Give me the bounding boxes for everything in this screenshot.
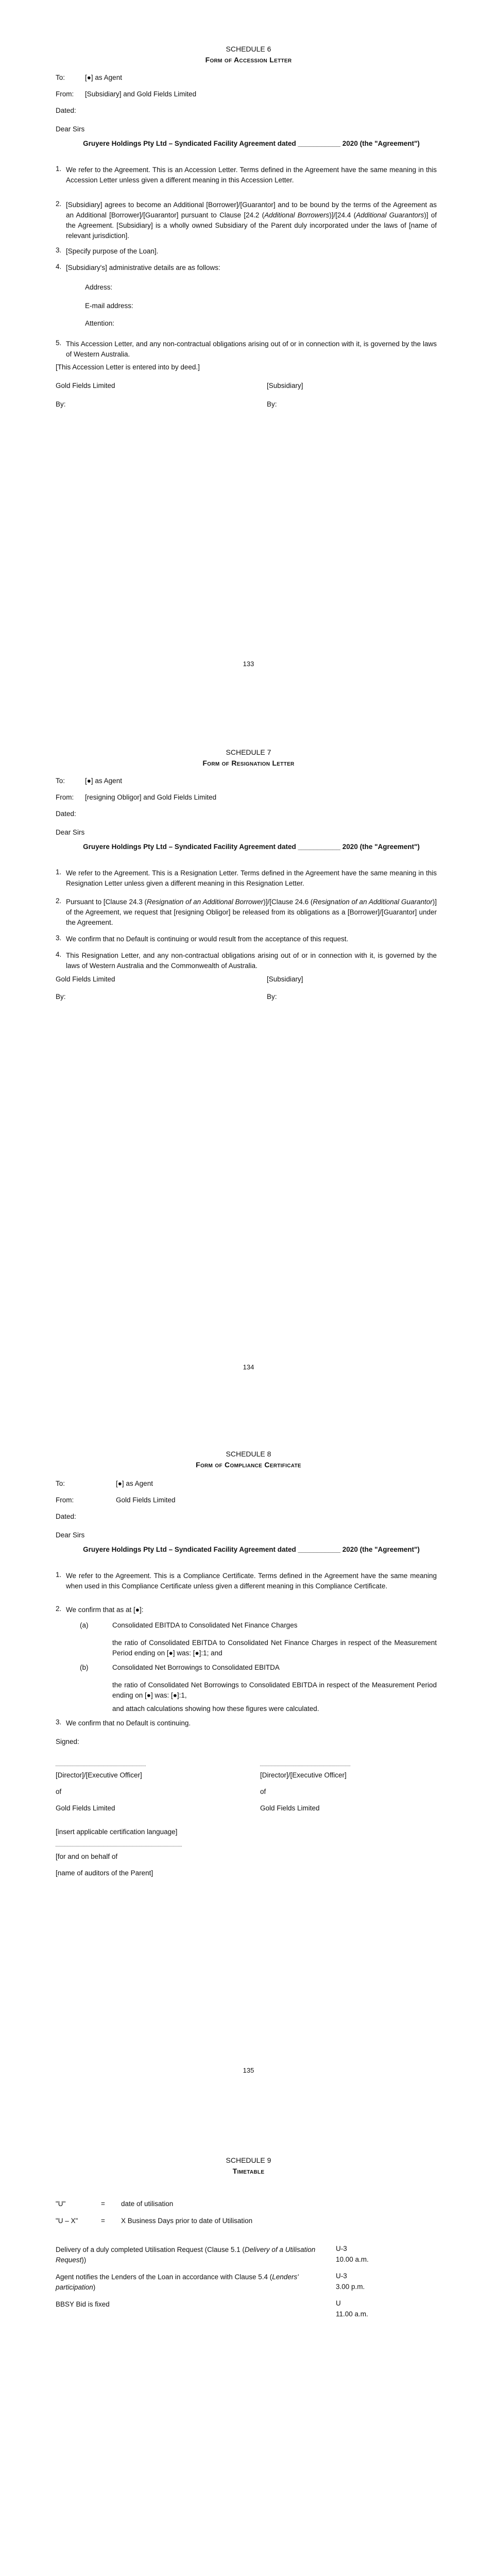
timetable-time: 11.00 a.m. <box>336 2310 368 2318</box>
clause-ref: Lenders' participation <box>56 2273 299 2291</box>
item-number: 2. <box>56 897 62 905</box>
item-text: We confirm that no Default is continuing. <box>66 1719 191 1727</box>
item-text: This Accession Letter, and any non-contractual obligations arising out of or in connection with it, is governed by the laws of Western Australia. <box>66 340 437 358</box>
item-number: 1. <box>56 1571 62 1579</box>
sub-item-title: Consolidated EBITDA to Consolidated Net Finance Charges <box>112 1621 298 1629</box>
timetable-row-label <box>56 2272 334 2293</box>
item-text: [Specify purpose of the Loan]. <box>66 247 159 255</box>
sub-item-label: (a) <box>80 1621 89 1629</box>
item-text: [Subsidiary's] administrative details are as follows: <box>66 264 220 272</box>
page-134 <box>0 703 497 1406</box>
subject-line: Gruyere Holdings Pty Ltd – Syndicated Facility Agreement dated ___________ 2020 (the "Agreement") <box>83 140 420 147</box>
item-text: This Resignation Letter, and any non-contractual obligations arising out of or in connection with it, is governed by the laws of Western Australia and the Commonwealth of Australia. <box>66 952 437 970</box>
from-label: From: <box>56 1496 74 1504</box>
item-text: We refer to the Agreement. This is a Compliance Certificate. Terms defined in the Agreement have the same meaning when used in this Compliance Certificate unless given a different meaning in this Compliance Certificate. <box>66 1572 437 1590</box>
definition-text: X Business Days prior to date of Utilisation <box>121 2217 253 2225</box>
page-number: 134 <box>243 1363 254 1371</box>
signatory-left: Gold Fields Limited <box>56 975 115 983</box>
attention-label: Attention: <box>85 319 115 327</box>
item-text-part: Pursuant to [Clause 24.3 ( <box>66 898 147 906</box>
subject-line: Gruyere Holdings Pty Ltd – Syndicated Facility Agreement dated ___________ 2020 (the "Agreement") <box>83 1546 420 1553</box>
timetable-day: U-3 <box>336 2245 347 2252</box>
item-number: 4. <box>56 263 62 270</box>
from-value: Gold Fields Limited <box>116 1496 176 1504</box>
definition-text: date of utilisation <box>121 2200 174 2208</box>
timetable-day: U-3 <box>336 2272 347 2280</box>
schedule-title: Timetable <box>232 2167 265 2175</box>
item-number: 4. <box>56 951 62 958</box>
item-text: We confirm that as at [●]: <box>66 1606 144 1614</box>
subject-line: Gruyere Holdings Pty Ltd – Syndicated Facility Agreement dated ___________ 2020 (the "Agreement") <box>83 843 420 851</box>
from-value: [Subsidiary] and Gold Fields Limited <box>85 90 197 98</box>
director-right: [Director]/[Executive Officer] <box>260 1771 347 1779</box>
certification-language: [insert applicable certification language] <box>56 1828 178 1836</box>
by-left: By: <box>56 993 66 1001</box>
item-text: We refer to the Agreement. This is an Accession Letter. Terms defined in the Agreement have the same meaning in this Accession Letter unless given a different meaning in this Accession Letter. <box>66 166 437 184</box>
item-text-part: )]/[Clause 24.6 ( <box>263 898 313 906</box>
schedule-title: Form of Resignation Letter <box>202 759 295 767</box>
timetable-time: 10.00 a.m. <box>336 2256 369 2263</box>
timetable-row-label <box>56 2245 334 2265</box>
by-right: By: <box>267 400 277 408</box>
dated-label: Dated: <box>56 810 76 818</box>
item-number: 3. <box>56 1718 62 1726</box>
page-136 <box>0 2110 497 2576</box>
signed-label: Signed: <box>56 1738 79 1745</box>
item-text-part: [Subsidiary] agrees to become an Additional [Borrower]/[Guarantor] and to be bound by the terms of the Agreement as an Additional [Borrower]/[Guarantor] pursuant to Clause [24.2 ( <box>66 201 437 219</box>
item-text-part: )] of the Agreement. [Subsidiary] is a wholly owned Subsidiary of the Parent duly incorporated under the laws of [name of relevant jurisdiction]. <box>66 211 437 240</box>
deed-note: [This Accession Letter is entered into by deed.] <box>56 363 200 371</box>
row-text-part: ) <box>93 2283 96 2291</box>
to-label: To: <box>56 777 65 785</box>
item-number: 1. <box>56 868 62 876</box>
page-135 <box>0 1406 497 2110</box>
item-number: 3. <box>56 934 62 942</box>
schedule-title: Form of Compliance Certificate <box>196 1461 301 1469</box>
to-label: To: <box>56 1480 65 1487</box>
schedule-heading: SCHEDULE 8 <box>226 1450 271 1458</box>
signatory-left: Gold Fields Limited <box>56 382 115 389</box>
row-text-part: Delivery of a duly completed Utilisation Request (Clause 5.1 ( <box>56 2246 245 2253</box>
schedule-heading: SCHEDULE 9 <box>226 2156 271 2164</box>
to-value: [●] as Agent <box>116 1480 153 1487</box>
from-value: [resigning Obligor] and Gold Fields Limited <box>85 793 217 801</box>
schedule-heading: SCHEDULE 6 <box>226 45 271 53</box>
signatory-right: [Subsidiary] <box>267 382 303 389</box>
dated-label: Dated: <box>56 107 76 114</box>
item-number: 3. <box>56 246 62 254</box>
calculations-note: and attach calculations showing how these figures were calculated. <box>112 1705 319 1713</box>
salutation: Dear Sirs <box>56 125 85 133</box>
row-text-part: )) <box>81 2256 87 2264</box>
item-text-part: )] of the Agreement, we request that [resigning Obligor] be released from its obligations as a [Borrower]/[Guarantor] under the Agreement. <box>66 898 437 926</box>
page-number: 135 <box>243 2066 254 2074</box>
clause-ref: Additional Guarantors <box>356 211 424 219</box>
row-text-part: Agent notifies the Lenders of the Loan in accordance with Clause 5.4 ( <box>56 2273 272 2281</box>
to-label: To: <box>56 74 65 81</box>
timetable-day: U <box>336 2299 341 2307</box>
sub-item-text: the ratio of Consolidated EBITDA to Consolidated Net Finance Charges in respect of the Measurement Period ending on [●] was: [●]:1; and <box>112 1639 437 1657</box>
clause-ref: Additional Borrowers <box>264 211 330 219</box>
item-text <box>66 897 437 928</box>
clause-ref: Delivery of a Utilisation Request <box>56 2246 316 2264</box>
timetable-row-label <box>56 2299 334 2310</box>
schedule-heading: SCHEDULE 7 <box>226 748 271 756</box>
director-left: [Director]/[Executive Officer] <box>56 1771 142 1779</box>
timetable-time: 3.00 p.m. <box>336 2283 365 2291</box>
by-right: By: <box>267 993 277 1001</box>
to-value: [●] as Agent <box>85 74 122 81</box>
item-text: We confirm that no Default is continuing or would result from the acceptance of this request. <box>66 935 349 943</box>
from-label: From: <box>56 90 74 98</box>
definition-term: "U" <box>56 2200 66 2208</box>
company-left: Gold Fields Limited <box>56 1804 115 1812</box>
clause-ref: Resignation of an Additional Borrower <box>147 898 264 906</box>
item-number: 2. <box>56 1605 62 1613</box>
to-value: [●] as Agent <box>85 777 122 785</box>
email-label: E-mail address: <box>85 302 133 310</box>
page-133 <box>0 0 497 703</box>
of-left: of <box>56 1788 62 1795</box>
item-number: 1. <box>56 165 62 173</box>
row-text-part: BBSY Bid is fixed <box>56 2300 110 2308</box>
item-text: We refer to the Agreement. This is a Resignation Letter. Terms defined in the Agreement have the same meaning in this Resignation Letter unless given a different meaning in this Resignation Letter. <box>66 869 437 887</box>
salutation: Dear Sirs <box>56 828 85 836</box>
sub-item-label: (b) <box>80 1664 89 1671</box>
address-label: Address: <box>85 283 113 291</box>
definition-equals: = <box>101 2200 105 2208</box>
definition-term: "U – X" <box>56 2217 78 2225</box>
item-number: 5. <box>56 339 62 347</box>
by-left: By: <box>56 400 66 408</box>
signatory-right: [Subsidiary] <box>267 975 303 983</box>
sub-item-title: Consolidated Net Borrowings to Consolidated EBITDA <box>112 1664 280 1671</box>
item-text-part: )]/[24.4 ( <box>329 211 356 219</box>
sub-item-text: the ratio of Consolidated Net Borrowings to Consolidated EBITDA in respect of the Measurement Period ending on [●] was: [●]:1, <box>112 1681 437 1699</box>
auditors-name: [name of auditors of the Parent] <box>56 1869 153 1877</box>
salutation: Dear Sirs <box>56 1531 85 1539</box>
item-number: 2. <box>56 200 62 208</box>
from-label: From: <box>56 793 74 801</box>
dated-label: Dated: <box>56 1513 76 1520</box>
on-behalf-of: [for and on behalf of <box>56 1853 118 1860</box>
item-text <box>66 200 437 241</box>
company-right: Gold Fields Limited <box>260 1804 320 1812</box>
of-right: of <box>260 1788 266 1795</box>
page-number: 133 <box>243 660 254 668</box>
clause-ref: Resignation of an Additional Guarantor <box>313 898 433 906</box>
schedule-title: Form of Accession Letter <box>205 56 292 64</box>
definition-equals: = <box>101 2217 105 2225</box>
